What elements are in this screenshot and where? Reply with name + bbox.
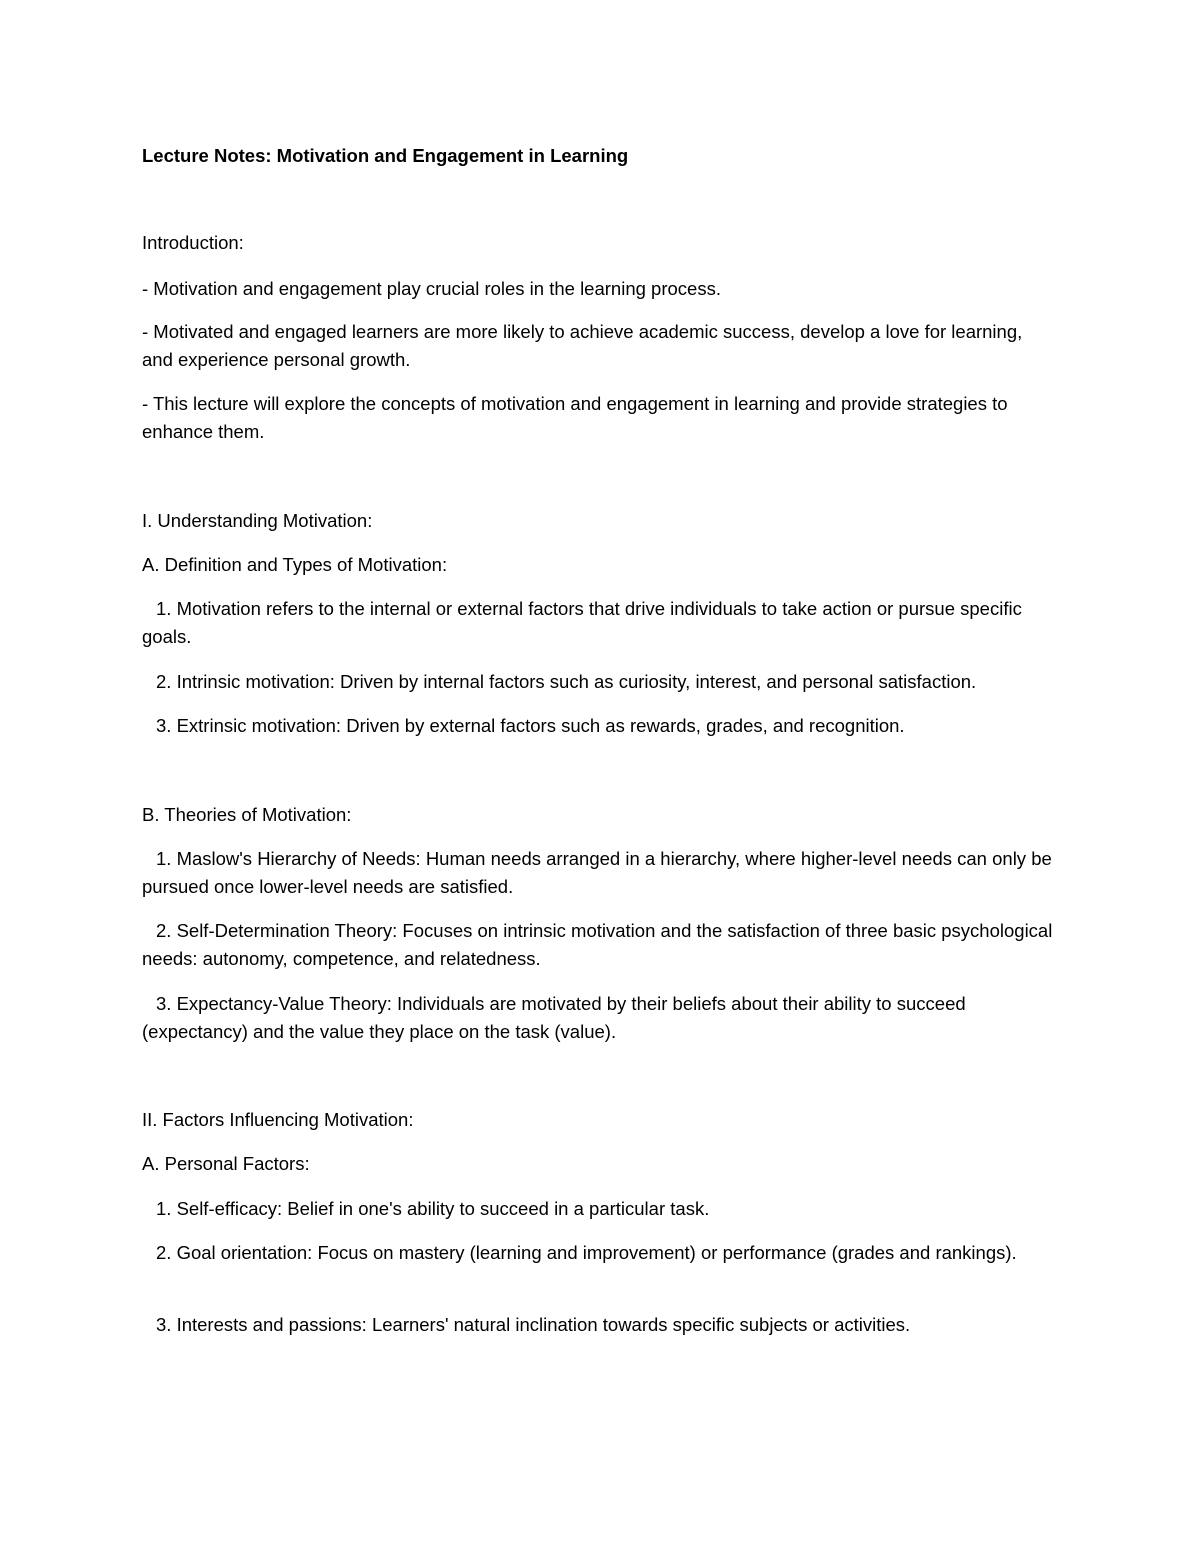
- section-2a-item-1: 1. Self-efficacy: Belief in one's ability to succeed in a particular task.: [156, 1198, 710, 1219]
- intro-heading: Introduction:: [142, 232, 244, 253]
- section-1b-heading: B. Theories of Motivation:: [142, 804, 352, 825]
- section-1b-item-3: 3. Expectancy-Value Theory: Individuals are motivated by their beliefs about their ability to succeed (expectancy) and the value they place on the task (value).: [142, 993, 966, 1042]
- section-2-heading: II. Factors Influencing Motivation:: [142, 1109, 414, 1130]
- intro-item-1: - Motivation and engagement play crucial roles in the learning process.: [142, 278, 721, 299]
- section-1a-heading: A. Definition and Types of Motivation:: [142, 554, 448, 575]
- section-2a-heading: A. Personal Factors:: [142, 1153, 310, 1174]
- section-1a-item-2: 2. Intrinsic motivation: Driven by internal factors such as curiosity, interest, and personal satisfaction.: [156, 671, 977, 692]
- section-1-heading: I. Understanding Motivation:: [142, 510, 373, 531]
- intro-item-2: - Motivated and engaged learners are more likely to achieve academic success, develop a love for learning, and experience personal growth.: [142, 321, 1023, 370]
- section-1b-item-1: 1. Maslow's Hierarchy of Needs: Human needs arranged in a hierarchy, where higher-level needs can only be pursued once lower-level needs are satisfied.: [142, 848, 1052, 897]
- section-1a-item-3: 3. Extrinsic motivation: Driven by external factors such as rewards, grades, and recognition.: [156, 715, 905, 736]
- section-2a-item-2: 2. Goal orientation: Focus on mastery (learning and improvement) or performance (grades and rankings).: [156, 1242, 1017, 1263]
- document-title: Lecture Notes: Motivation and Engagement in Learning: [142, 145, 629, 166]
- section-1a-item-1: 1. Motivation refers to the internal or external factors that drive individuals to take action or pursue specific goals.: [142, 598, 1022, 647]
- intro-item-3: - This lecture will explore the concepts of motivation and engagement in learning and provide strategies to enhance them.: [142, 393, 1008, 442]
- section-2a-item-3: 3. Interests and passions: Learners' natural inclination towards specific subjects or activities.: [156, 1314, 911, 1335]
- section-1b-item-2: 2. Self-Determination Theory: Focuses on intrinsic motivation and the satisfaction of three basic psychological needs: autonomy, competence, and relatedness.: [142, 920, 1053, 969]
